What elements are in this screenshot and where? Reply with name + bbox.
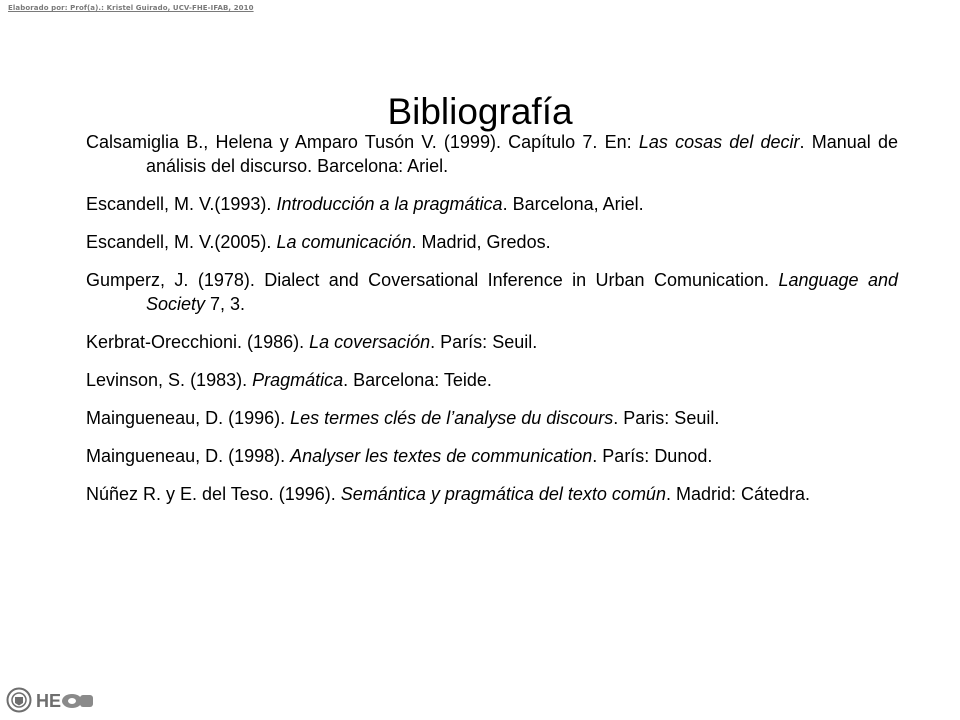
logo-text: HE <box>36 691 62 711</box>
footer-logo-svg <box>6 686 96 714</box>
entry-text: . Madrid, Gredos. <box>411 232 551 252</box>
author-credit: Elaborado por: Prof(a).: Kristel Guirado, UCV-FHE-IFAB, 2010 <box>8 4 254 12</box>
fhe-logo-icon <box>36 691 93 711</box>
bibliography-entry <box>86 444 898 468</box>
entry-text: . Barcelona, Ariel. <box>502 194 644 214</box>
footer-logos <box>6 686 96 714</box>
entry-title: Analyser les textes de communication <box>290 446 593 466</box>
bibliography-entry <box>86 406 898 430</box>
entry-text: Núñez R. y E. del Teso. (1996). <box>86 484 341 504</box>
entry-title: Semántica y pragmática del texto común <box>340 484 666 504</box>
entry-text: 7, 3. <box>205 294 246 314</box>
entry-text: Kerbrat-Orecchioni. (1986). <box>86 332 310 352</box>
entry-text: . Manual de análisis del discurso. Barcelona: Ariel. <box>146 132 898 176</box>
entry-title: Pragmática <box>252 370 344 390</box>
entry-text: . Paris: Seuil. <box>613 408 720 428</box>
entry-text: Calsamiglia B., Helena y Amparo Tusón V. (1999). Capítulo 7. En: <box>86 132 639 152</box>
entry-text: . Madrid: Cátedra. <box>665 484 811 504</box>
seal-logo-icon <box>8 689 31 712</box>
entry-text: Escandell, M. V.(2005). <box>86 232 277 252</box>
entry-text: . París: Dunod. <box>592 446 713 466</box>
entry-title: Les termes clés de l’analyse du discours <box>290 408 614 428</box>
bibliography-entry <box>86 330 898 354</box>
bibliography-entry <box>86 268 898 316</box>
entry-text: . Barcelona: Teide. <box>343 370 492 390</box>
entry-text: Maingueneau, D. (1996). <box>86 408 291 428</box>
bibliography-entry <box>86 368 898 392</box>
entry-title: La comunicación <box>276 232 412 252</box>
bibliography-entry <box>86 230 898 254</box>
entry-text: Maingueneau, D. (1998). <box>86 446 291 466</box>
entry-text: . París: Seuil. <box>430 332 538 352</box>
page-title: Bibliografía <box>387 90 573 132</box>
bibliography-entry <box>86 130 898 178</box>
entry-text: Gumperz, J. (1978). Dialect and Coversational Inference in Urban Comunication. <box>86 270 779 290</box>
entry-text: Levinson, S. (1983). <box>86 370 253 390</box>
bibliography-entry <box>86 192 898 216</box>
entry-title: La coversación <box>309 332 431 352</box>
bibliography-entry <box>86 482 898 506</box>
entry-title: Language and Society <box>146 270 898 314</box>
entry-text: Escandell, M. V.(1993). <box>86 194 277 214</box>
entry-title: Introducción a la pragmática <box>276 194 503 214</box>
bibliography-list <box>86 130 898 520</box>
entry-title: Las cosas del decir <box>638 132 800 152</box>
